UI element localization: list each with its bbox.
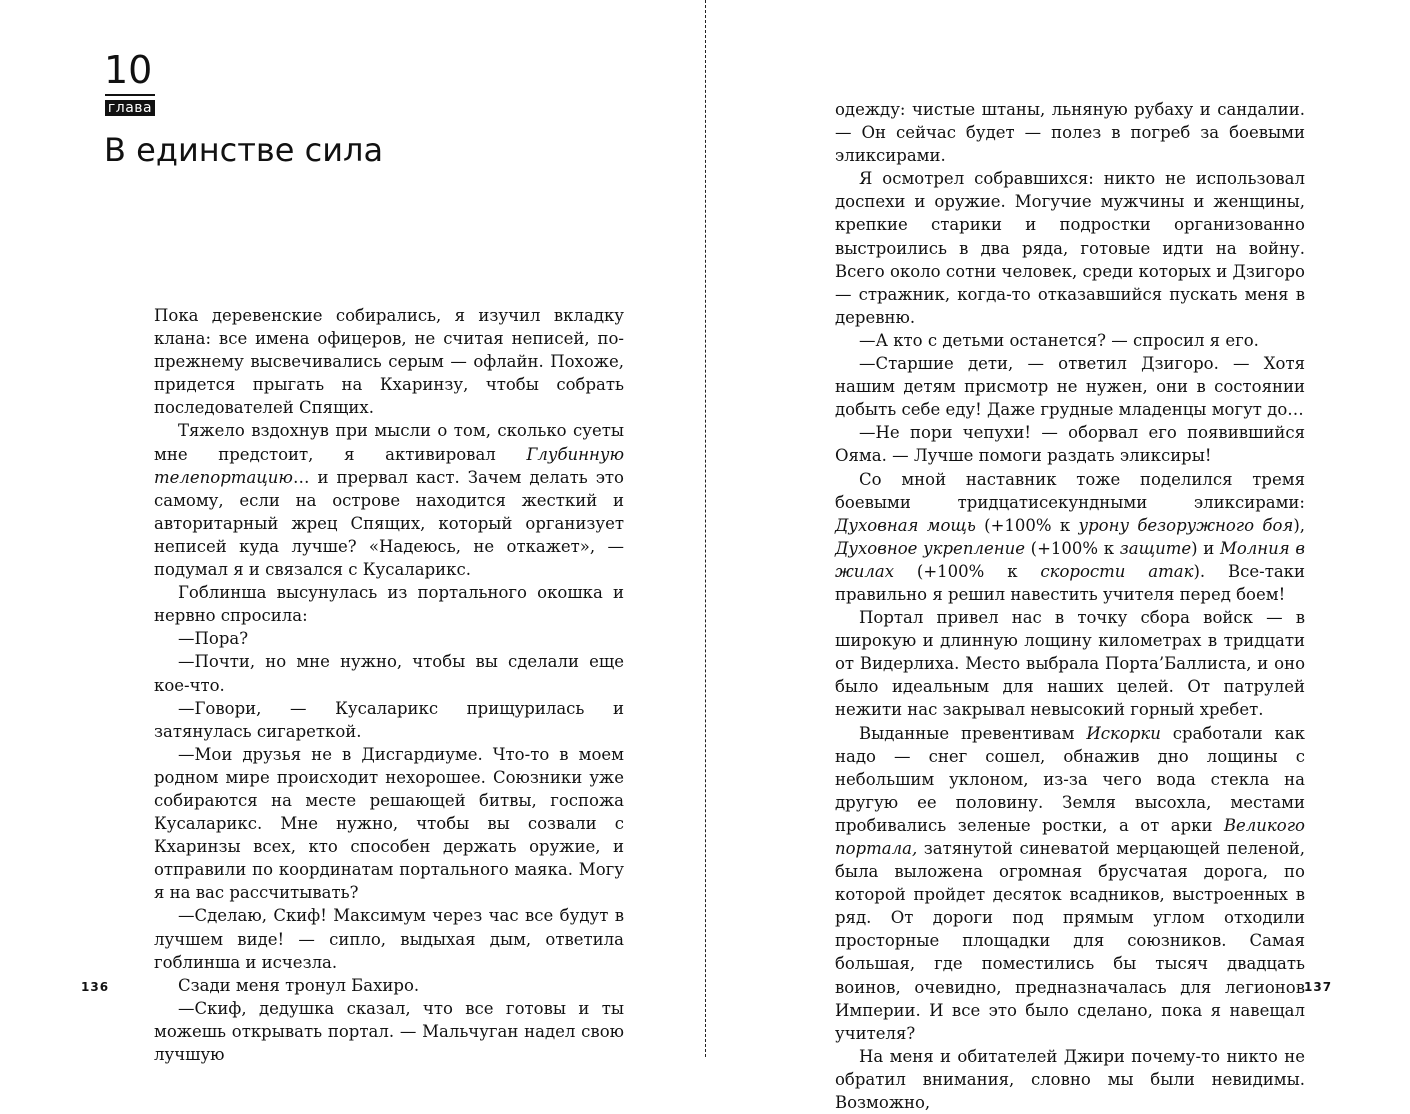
text-run: —Говори, — Кусаларикс прищурилась и затянулась сигареткой. (154, 698, 624, 741)
italic-term: урону безоружного боя (1078, 515, 1294, 535)
text-run: одежду: чистые штаны, льняную рубаху и сандалии. — Он сейчас будет — полез в погреб за боевыми эликсирами. (835, 100, 1305, 166)
text-run: Со мной наставник тоже поделился тремя боевыми тридцатисекундными эликсирами: (835, 469, 1305, 512)
text-run: Пока деревенские собирались, я изучил вкладку клана: все имена офицеров, не считая неписей, по-прежнему высвечивались серым — офлайн. Похоже, придется прыгать на Кхаринзу, чтобы собрать последователей Спящих. (154, 306, 624, 418)
text-run: —Скиф, дедушка сказал, что все готовы и ты можешь открывать портал. — Мальчуган надел свою лучшую (154, 998, 624, 1064)
text-run: —Сделаю, Скиф! Максимум через час все будут в лучшем виде! — сипло, выдыхая дым, ответила гоблинша и исчезла. (154, 906, 624, 972)
text-run: Выданные превентивам (859, 723, 1087, 743)
paragraph (835, 722, 1305, 1045)
paragraph (835, 352, 1305, 421)
text-run: … и прервал каст. Зачем делать это самому, если на острове находится жесткий и авторитарный жрец Спящих, который организует неписей куда лучше? «Надеюсь, не откажет», — подумал я и связался с Кусаларикс. (154, 467, 624, 580)
text-run: Гоблинша высунулась из портального окошка и нервно спросила: (154, 583, 624, 626)
page-fold-divider (705, 0, 706, 1057)
text-run: (+100% к (1024, 538, 1120, 558)
text-run: ). Все-таки правильно я решил навестить учителя перед боем! (835, 561, 1305, 604)
chapter-number: 10 (104, 48, 153, 92)
paragraph (154, 650, 624, 696)
paragraph (154, 974, 624, 997)
text-run: Тяжело вздохнув при мысли о том, сколько суеты мне предстоит, я активировал (154, 421, 624, 464)
text-run: Портал привел нас в точку сбора войск — в широкую и длинную лощину километрах в тридцати от Видерлиха. Место выбрала Порта’Баллиста, и оно было идеальным для наших целей. От патрулей нежити нас закрывал невысокий горный хребет. (835, 608, 1305, 720)
paragraph (835, 1045, 1305, 1114)
paragraph (154, 743, 624, 905)
text-run: —Не пори чепухи! — оборвал его появившийся Ояма. — Лучше помоги раздать эликсиры! (835, 423, 1305, 466)
italic-term: Молния в жилах (835, 538, 1305, 581)
chapter-label: глава (105, 100, 155, 116)
paragraph (835, 329, 1305, 352)
chapter-title: В единстве сила (104, 131, 384, 169)
paragraph (835, 98, 1305, 167)
italic-term: защите (1119, 538, 1192, 558)
text-run: ) и (1191, 538, 1220, 558)
page-number-left: 136 (81, 980, 110, 994)
text-run: сработали как надо — снег сошел, обнажив дно лощины с небольшим уклоном, из-за чего вода стекла на другую ее половину. Земля высохла, местами пробивались зеленые ростки, а от арки (835, 723, 1305, 835)
paragraph (154, 627, 624, 650)
text-run: Я осмотрел собравшихся: никто не использовал доспехи и оружие. Могучие мужчины и женщины, крепкие старики и подростки организованно выстроились в два ряда, готовые идти на войну. Всего около сотни человек, среди которых и Дзигоро — стражник, когда-то отказавшийся пускать меня в деревню. (835, 169, 1305, 327)
italic-term: скорости атак (1040, 561, 1194, 581)
left-page-text (154, 304, 624, 1066)
text-run: —Старшие дети, — ответил Дзигоро. — Хотя нашим детям присмотр не нужен, они в состоянии добыть себе еду! Даже грудные младенцы могут до… (835, 354, 1305, 420)
text-run: —Мои друзья не в Дисгардиуме. Что-то в моем родном мире происходит нехорошее. Союзники уже собираются на месте решающей битвы, госпожа Кусаларикс. Мне нужно, чтобы вы созвали с Кхаринзы всех, кто способен держать оружие, и отправили по координатам портального маяка. Могу я на вас рассчитывать? (154, 744, 624, 903)
italic-term: Искорки (1086, 723, 1161, 743)
text-run: —Почти, но мне нужно, чтобы вы сделали еще кое-что. (154, 652, 624, 695)
text-run: Сзади меня тронул Бахиро. (178, 975, 420, 995)
right-page-text (835, 98, 1305, 1114)
text-run: (+100% к (975, 515, 1079, 535)
italic-term: Великого портала, (835, 815, 1305, 858)
text-run: —Пора? (178, 629, 249, 649)
page-number-right: 137 (1304, 980, 1333, 994)
paragraph (154, 304, 624, 419)
paragraph (835, 606, 1305, 721)
chapter-number-rule (105, 94, 155, 96)
paragraph (154, 581, 624, 627)
paragraph (154, 697, 624, 743)
paragraph (154, 997, 624, 1066)
paragraph (835, 421, 1305, 467)
text-run: (+100% к (894, 561, 1041, 581)
italic-term: Духовное укрепление (835, 538, 1025, 558)
paragraph (835, 167, 1305, 329)
paragraph (154, 419, 624, 581)
text-run: —А кто с детьми останется? — спросил я его. (859, 330, 1259, 350)
text-run: На меня и обитателей Джири почему-то никто не обратил внимания, словно мы были невидимы. Возможно, (835, 1046, 1305, 1113)
text-run: затянутой синеватой мерцающей пеленой, была выложена огромная брусчатая дорога, по которой пройдет десяток всадников, выстроенных в ряд. От дороги под прямым углом отходили просторные площадки для союзников. Самая большая, где поместились бы тысяч двадцать воинов, очевидно, предназначалась для легионов Империи. И все это было сделано, пока я навещал учителя? (835, 839, 1305, 1043)
italic-term: Глубинную телепортацию (154, 444, 624, 487)
italic-term: Духовная мощь (835, 515, 976, 535)
paragraph (835, 468, 1305, 607)
paragraph (154, 904, 624, 973)
text-run: ), (1293, 515, 1305, 535)
